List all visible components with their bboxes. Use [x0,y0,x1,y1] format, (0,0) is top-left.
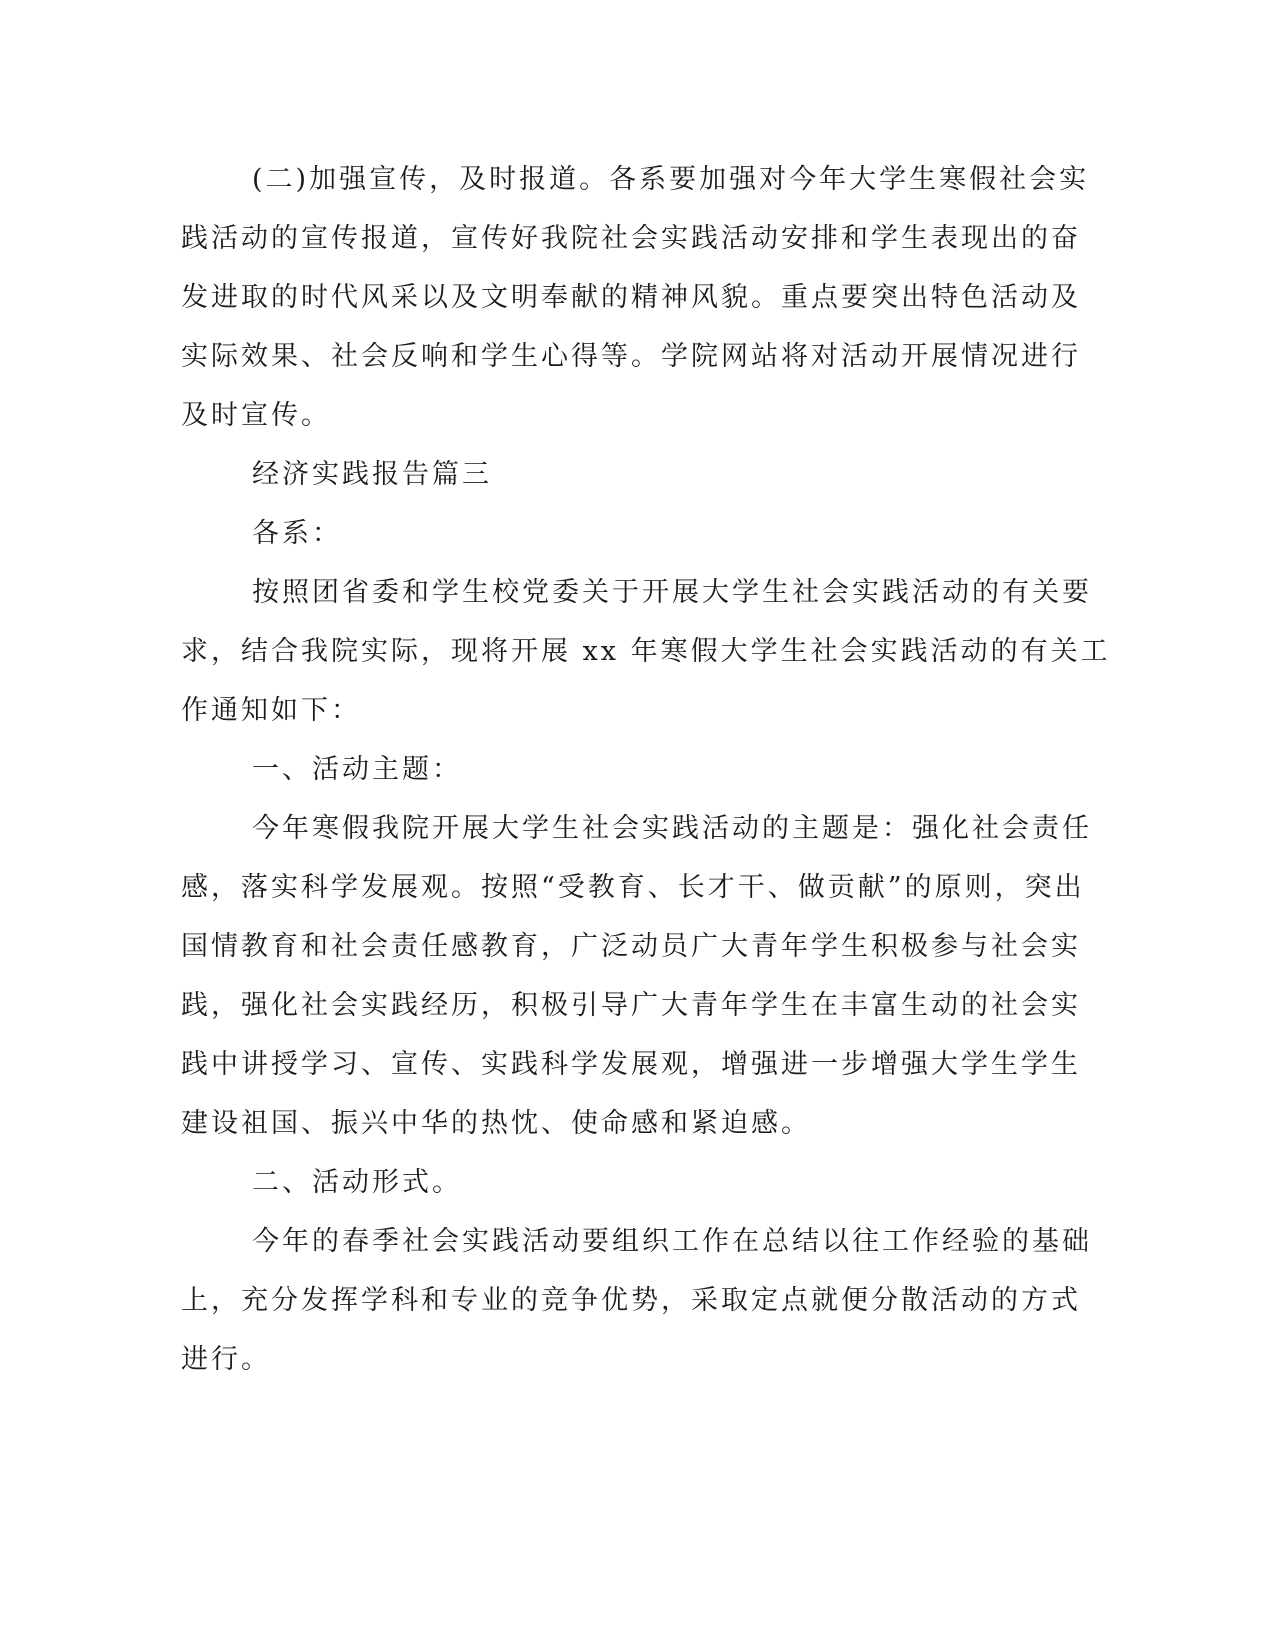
line-text: 实际效果、社会反响和学生心得等。学院网站将对活动开展情况进行 [181,341,1081,372]
text-line [0,274,1275,322]
text-line [0,982,1275,1030]
heading-text: 经济实践报告篇三 [252,459,492,490]
text-line [0,628,1275,676]
line-text: 践活动的宣传报道，宣传好我院社会实践活动安排和学生表现出的奋 [181,223,1081,254]
line-text: 上，充分发挥学科和专业的竞争优势，采取定点就便分散活动的方式 [181,1285,1081,1316]
subheading-text: 一、活动主题： [252,754,462,785]
text-line [0,1100,1275,1148]
text-line [0,1336,1275,1384]
text-line [0,156,1275,204]
line-text: 及时宣传。 [181,400,331,431]
text-line [0,215,1275,263]
text-line [0,923,1275,971]
line-text: 求，结合我院实际，现将开展 xx 年寒假大学生社会实践活动的有关工 [181,636,1111,667]
subheading-text: 二、活动形式。 [252,1167,462,1198]
line-text: 践中讲授学习、宣传、实践科学发展观，增强进一步增强大学生学生 [181,1049,1081,1080]
text-line [0,864,1275,912]
subheading-theme [0,746,1275,794]
salutation-text: 各系： [252,518,342,549]
line-text: 感，落实科学发展观。按照“受教育、长才干、做贡献”的原则，突出 [181,872,1085,903]
line-text: 作通知如下： [181,695,361,726]
line-text: (二)加强宣传，及时报道。各系要加强对今年大学生寒假社会实 [252,164,1090,195]
text-line [0,805,1275,853]
section-heading [0,451,1275,499]
line-text: 国情教育和社会责任感教育，广泛动员广大青年学生积极参与社会实 [181,931,1081,962]
text-line [0,1277,1275,1325]
line-text: 发进取的时代风采以及文明奉献的精神风貌。重点要突出特色活动及 [181,282,1081,313]
text-line [0,333,1275,381]
text-line [0,569,1275,617]
salutation [0,510,1275,558]
line-text: 按照团省委和学生校党委关于开展大学生社会实践活动的有关要 [252,577,1092,608]
text-line [0,392,1275,440]
line-text: 今年的春季社会实践活动要组织工作在总结以往工作经验的基础 [252,1226,1092,1257]
line-text: 进行。 [181,1344,271,1375]
line-text: 建设祖国、振兴中华的热忱、使命感和紧迫感。 [181,1108,811,1139]
text-line [0,1041,1275,1089]
text-line [0,1218,1275,1266]
text-line [0,687,1275,735]
subheading-form [0,1159,1275,1207]
line-text: 今年寒假我院开展大学生社会实践活动的主题是：强化社会责任 [252,813,1092,844]
line-text: 践，强化社会实践经历，积极引导广大青年学生在丰富生动的社会实 [181,990,1081,1021]
